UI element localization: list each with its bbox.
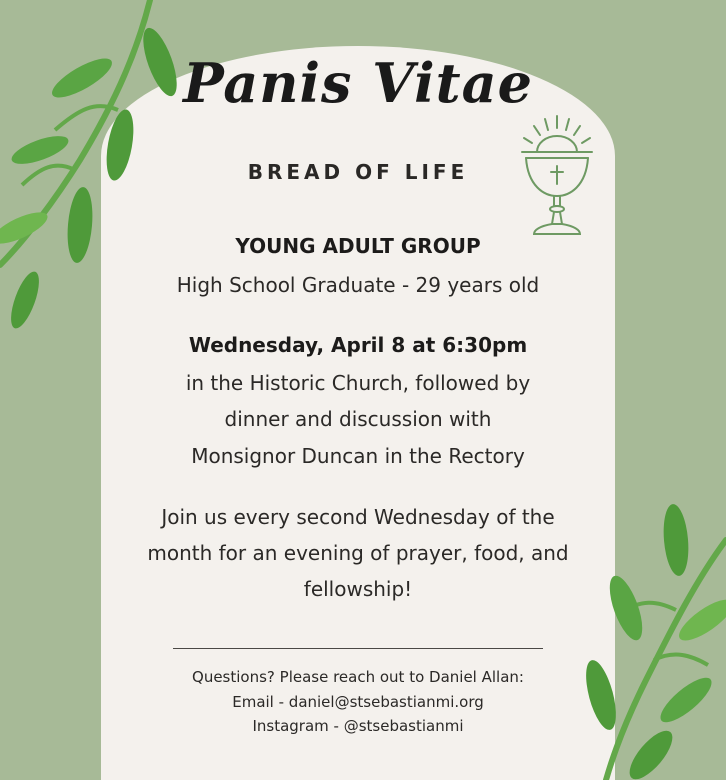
divider: [173, 648, 543, 649]
invitation-line: Join us every second Wednesday of the: [161, 505, 555, 529]
poster-subtitle: BREAD OF LIFE: [247, 160, 469, 184]
event-detail-line: dinner and discussion with: [224, 407, 492, 431]
group-title: YOUNG ADULT GROUP: [235, 234, 481, 258]
event-detail-line: Monsignor Duncan in the Rectory: [191, 444, 525, 468]
invitation-line: month for an evening of prayer, food, and: [147, 541, 569, 565]
contact-instagram: Instagram - @stsebastianmi: [252, 717, 464, 735]
age-range: High School Graduate - 29 years old: [176, 273, 540, 297]
contact-email: Email - daniel@stsebastianmi.org: [232, 693, 484, 711]
invitation-line: fellowship!: [303, 577, 413, 601]
event-date-time: Wednesday, April 8 at 6:30pm: [188, 333, 528, 357]
contact-question: Questions? Please reach out to Daniel Allan:: [192, 668, 524, 686]
poster-title: Panis Vitae: [183, 51, 533, 115]
poster-text: [101, 0, 615, 780]
event-detail-line: in the Historic Church, followed by: [185, 371, 531, 395]
